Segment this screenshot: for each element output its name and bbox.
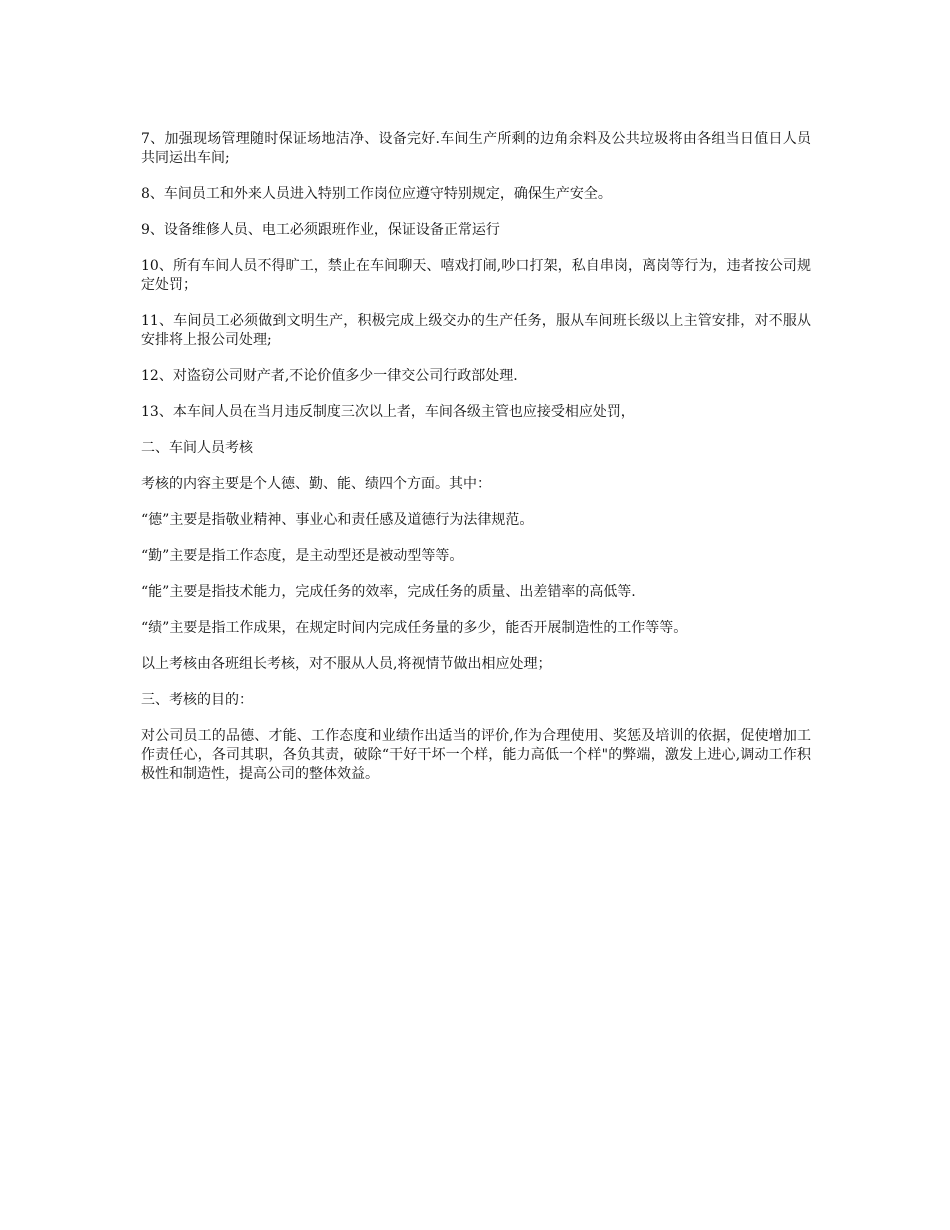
paragraph-rule-12: 12、对盗窃公司财产者,不论价值多少一律交公司行政部处理. (141, 368, 518, 384)
section-heading-purpose: 三、考核的目的： (141, 692, 253, 708)
paragraph-assessment-ji: “绩”主要是指工作成果，在规定时间内完成任务量的多少，能否开展制造性的工作等等。 (141, 620, 688, 636)
paragraph-assessment-handling: 以上考核由各班组长考核，对不服从人员,将视情节做出相应处理； (141, 656, 552, 672)
document-body (141, 130, 811, 801)
paragraph-assessment-neng: “能”主要是指技术能力，完成任务的效率，完成任务的质量、出差错率的高低等. (141, 584, 636, 600)
paragraph-assessment-qin: “勤”主要是指工作态度，是主动型还是被动型等等。 (141, 548, 464, 564)
paragraph-rule-7: 7、加强现场管理随时保证场地洁净、设备完好.车间生产所剩的边角余料及公共垃圾将由各组当日值日人员共同运出车间; (141, 131, 811, 166)
paragraph-rule-13: 13、本车间人员在当月违反制度三次以上者，车间各级主管也应接受相应处罚， (141, 404, 635, 420)
section-heading-assessment: 二、车间人员考核 (141, 440, 253, 456)
paragraph-rule-8: 8、车间员工和外来人员进入特别工作岗位应遵守特别规定，确保生产安全。 (141, 186, 612, 202)
paragraph-rule-11: 11、车间员工必须做到文明生产，积极完成上级交办的生产任务，服从车间班长级以上主管安排，对不服从安排将上报公司处理; (141, 313, 811, 348)
paragraph-rule-10: 10、所有车间人员不得旷工，禁止在车间聊天、嘻戏打闹,吵口打架，私自串岗，离岗等行为，违者按公司规定处罚； (141, 258, 811, 293)
paragraph-assessment-intro: 考核的内容主要是个人德、勤、能、绩四个方面。其中： (141, 476, 491, 492)
paragraph-rule-9: 9、设备维修人员、电工必须跟班作业，保证设备正常运行 (141, 222, 500, 238)
paragraph-assessment-de: “德”主要是指敬业精神、事业心和责任感及道德行为法律规范。 (141, 512, 534, 528)
paragraph-purpose: 对公司员工的品德、才能、工作态度和业绩作出适当的评价,作为合理使用、奖惩及培训的依据，促使增加工作责任心，各司其职，各负其责，破除“干好干坏一个样，能力高低一个样"的弊端，激发上进心,调动工作积极性和制造性，提高公司的整体效益。 (141, 728, 811, 782)
